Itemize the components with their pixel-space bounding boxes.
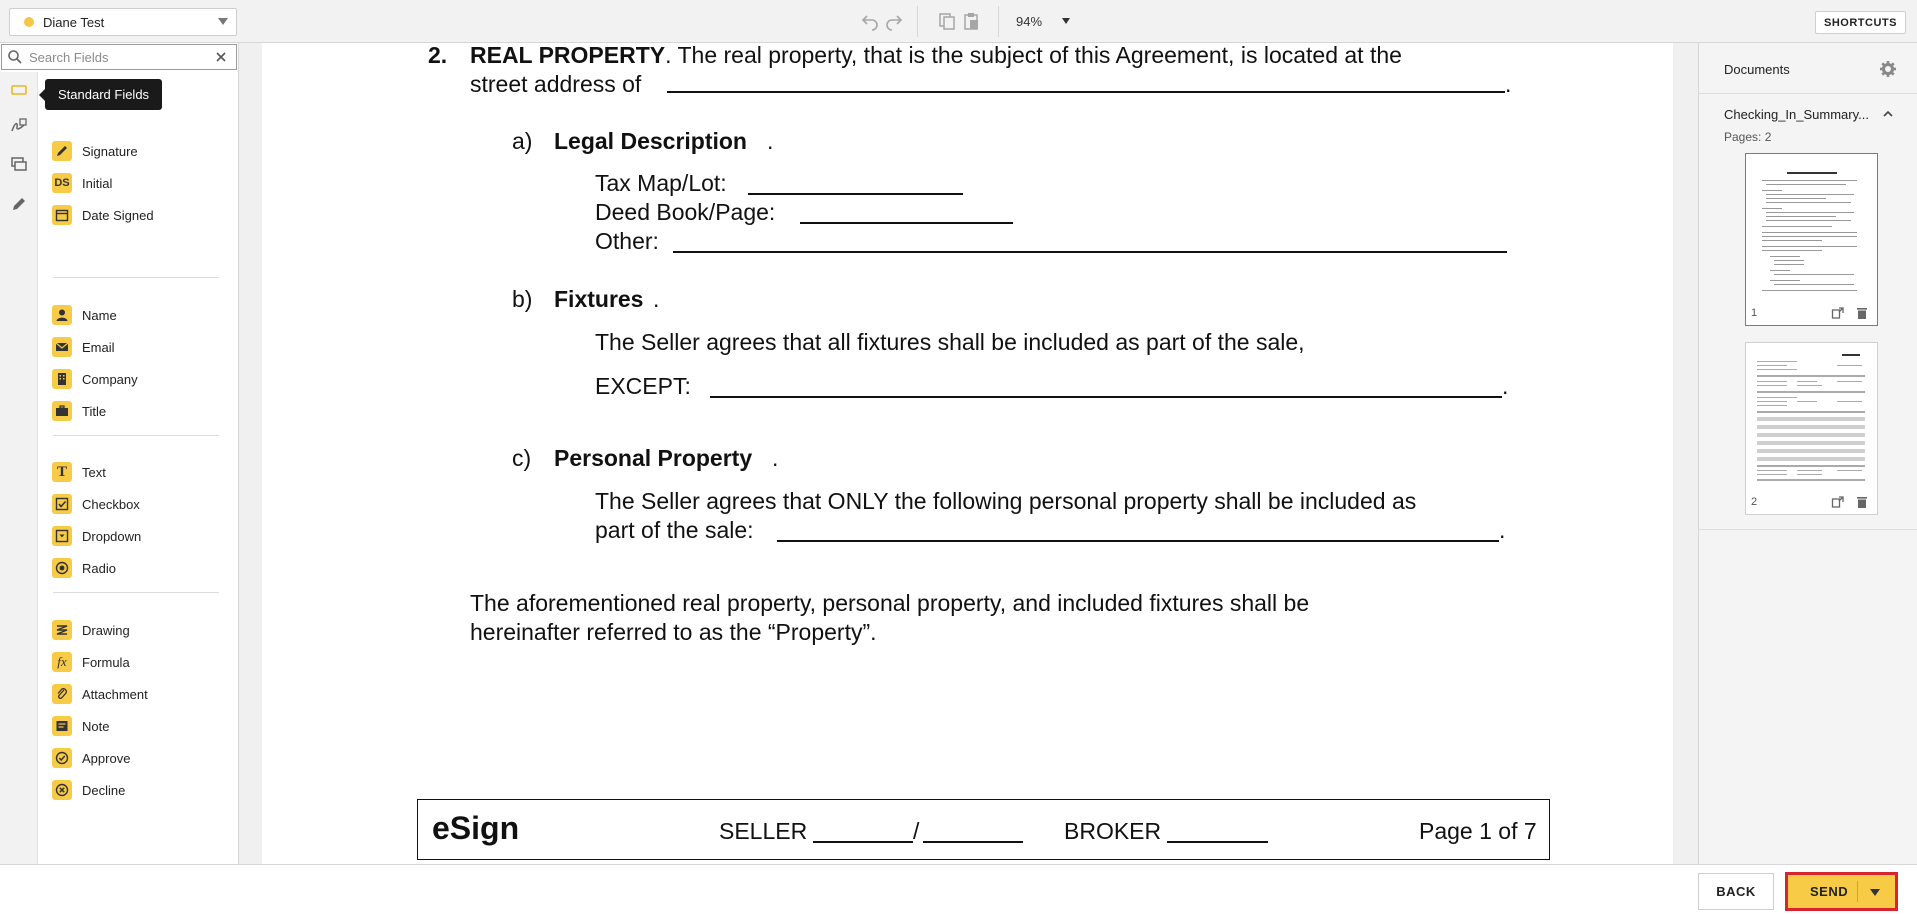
signature-icon [52,141,72,161]
field-signature[interactable] [52,140,222,162]
envelope-icon [52,337,72,357]
deed-book-label: Deed Book/Page: [595,199,776,225]
field-label: Formula [82,654,130,670]
send-button[interactable] [1785,872,1898,911]
field-label: Text [82,464,106,480]
send-options-dropdown-icon[interactable] [1870,889,1880,896]
field-label: Signature [82,143,138,159]
close-icon[interactable] [214,50,228,64]
section-number: 2. [428,42,448,68]
field-text[interactable] [52,461,222,483]
page-count: Pages: 2 [1724,130,1772,144]
paperclip-icon [52,684,72,704]
page-preview-image [1752,349,1871,484]
page-thumbnail[interactable] [1745,342,1878,515]
street-address-label: street address of [470,71,642,97]
page-footer [417,799,1550,860]
toolbar-divider [998,6,999,37]
field-divider [53,592,219,593]
person-icon [52,305,72,325]
fixtures-title: Fixtures [554,286,644,312]
text-icon: T [52,462,72,482]
field-label: Date Signed [82,207,154,223]
field-label: Email [82,339,115,355]
slash: / [913,818,920,844]
approve-icon [52,748,72,768]
checkbox-icon [52,494,72,514]
tax-map-label: Tax Map/Lot: [595,170,727,196]
field-company[interactable] [52,368,222,390]
field-label: Initial [82,175,113,191]
standard-fields-icon[interactable] [9,80,29,100]
thumbnail-page-number: 1 [1751,307,1758,319]
field-label: Dropdown [82,528,142,544]
paste-icon[interactable] [961,11,981,31]
chevron-up-icon[interactable] [1882,108,1894,120]
field-decline[interactable] [52,779,222,801]
drawing-icon [52,620,72,640]
recipient-name: Diane Test [43,14,105,30]
documents-title: Documents [1724,62,1790,77]
zoom-level[interactable]: 94% [1016,14,1043,29]
panel-divider [1699,529,1917,530]
field-email[interactable] [52,336,222,358]
thumbnail-page-number: 2 [1751,496,1758,508]
trash-icon[interactable] [1855,495,1869,509]
broker-label: BROKER [1064,818,1162,844]
other-line [673,251,1507,253]
period: . [1502,373,1509,399]
seller-line-1 [813,841,913,843]
period: . [1505,71,1512,97]
fields-panel [0,43,239,864]
section-heading-line [470,44,1402,67]
legal-description-title: Legal Description [554,128,747,154]
street-address-line [667,91,1505,93]
field-date-signed[interactable] [52,204,222,226]
field-category-rail [0,72,38,864]
radio-icon [52,558,72,578]
tax-map-line [748,193,963,195]
field-label: Radio [82,560,116,576]
zoom-dropdown-icon[interactable] [1062,18,1070,24]
seller-label: SELLER [719,818,808,844]
item-a-label: a) [512,128,533,154]
section-title: REAL PROPERTY [470,42,666,68]
note-icon [52,716,72,736]
send-button-divider [1857,881,1858,902]
document-name[interactable]: Checking_In_Summary... [1724,107,1869,122]
esign-logo: eSign [432,810,520,846]
fixtures-text: The Seller agrees that all fixtures shall be included as part of the sale, [595,329,1305,355]
item-c-label: c) [512,445,532,471]
field-formula[interactable] [52,651,222,673]
field-attachment[interactable] [52,683,222,705]
other-label: Other: [595,228,659,254]
recipient-selector[interactable] [9,8,237,36]
field-label: Attachment [82,686,148,702]
field-approve[interactable] [52,747,222,769]
shortcuts-button[interactable]: SHORTCUTS [1815,11,1906,34]
document-page[interactable] [262,43,1673,864]
closing-text-line-2: hereinafter referred to as the “Property”. [470,619,877,645]
search-input[interactable]: Search Fields [29,49,109,65]
document-canvas[interactable] [240,43,1698,864]
back-button[interactable]: BACK [1698,873,1774,910]
field-label: Note [82,718,110,734]
search-icon [7,49,23,65]
deed-book-line [800,222,1013,224]
field-label: Approve [82,750,131,766]
standard-fields-tooltip: Standard Fields [45,79,162,110]
section-text: . The real property, that is the subject of this Agreement, is located at the [665,42,1402,68]
field-radio[interactable] [52,557,222,579]
seller-line-2 [923,841,1023,843]
recipient-color-dot [24,17,34,27]
period: . [767,128,774,154]
signature-tools-icon[interactable] [9,116,29,136]
closing-text-line-1: The aforementioned real property, personal property, and included fixtures shall be [470,590,1310,616]
period: . [1499,517,1506,543]
send-button-label: SEND [1810,884,1849,899]
field-divider [53,277,219,278]
page-number: Page 1 of 7 [1419,818,1537,844]
trash-icon[interactable] [1855,306,1869,320]
bottom-action-bar [0,864,1917,914]
calendar-icon [52,205,72,225]
toolbar-divider [917,6,918,37]
field-note[interactable] [52,715,222,737]
personal-property-line [777,540,1499,542]
formula-icon: fx [52,652,72,672]
field-label: Name [82,307,117,323]
page-thumbnail[interactable] [1745,153,1878,326]
panel-divider [1699,93,1917,94]
building-icon [52,369,72,389]
messages-icon[interactable] [9,154,29,174]
copy-icon[interactable] [937,11,957,31]
broker-line [1167,841,1268,843]
field-divider [53,435,219,436]
initial-icon: DS [52,173,72,193]
field-initial[interactable] [52,172,222,194]
rotate-icon[interactable] [1831,495,1845,509]
field-title[interactable] [52,400,222,422]
field-dropdown[interactable] [52,525,222,547]
field-checkbox[interactable] [52,493,222,515]
part-of-sale-label: part of the sale: [595,517,754,543]
field-drawing[interactable] [52,619,222,641]
chevron-down-icon [218,18,228,25]
period: . [772,445,779,471]
except-line [710,396,1502,398]
decline-icon [52,780,72,800]
field-name[interactable] [52,304,222,326]
item-b-label: b) [512,286,533,312]
search-fields-box[interactable] [1,44,237,70]
except-label: EXCEPT: [595,373,691,399]
documents-panel [1698,43,1917,864]
field-label: Decline [82,782,126,798]
briefcase-icon [52,401,72,421]
rotate-icon[interactable] [1831,306,1845,320]
field-label: Title [82,403,107,419]
period: . [653,286,660,312]
pencil-icon[interactable] [9,194,29,214]
page-preview-image [1752,160,1871,295]
field-label: Company [82,371,138,387]
dropdown-icon [52,526,72,546]
field-label: Checkbox [82,496,140,512]
redo-icon[interactable] [884,11,904,31]
gear-icon[interactable] [1879,60,1897,78]
undo-icon[interactable] [860,11,880,31]
personal-property-text: The Seller agrees that ONLY the following personal property shall be included as [595,488,1417,514]
field-label: Drawing [82,622,130,638]
top-toolbar [0,0,1917,43]
personal-property-title: Personal Property [554,445,753,471]
